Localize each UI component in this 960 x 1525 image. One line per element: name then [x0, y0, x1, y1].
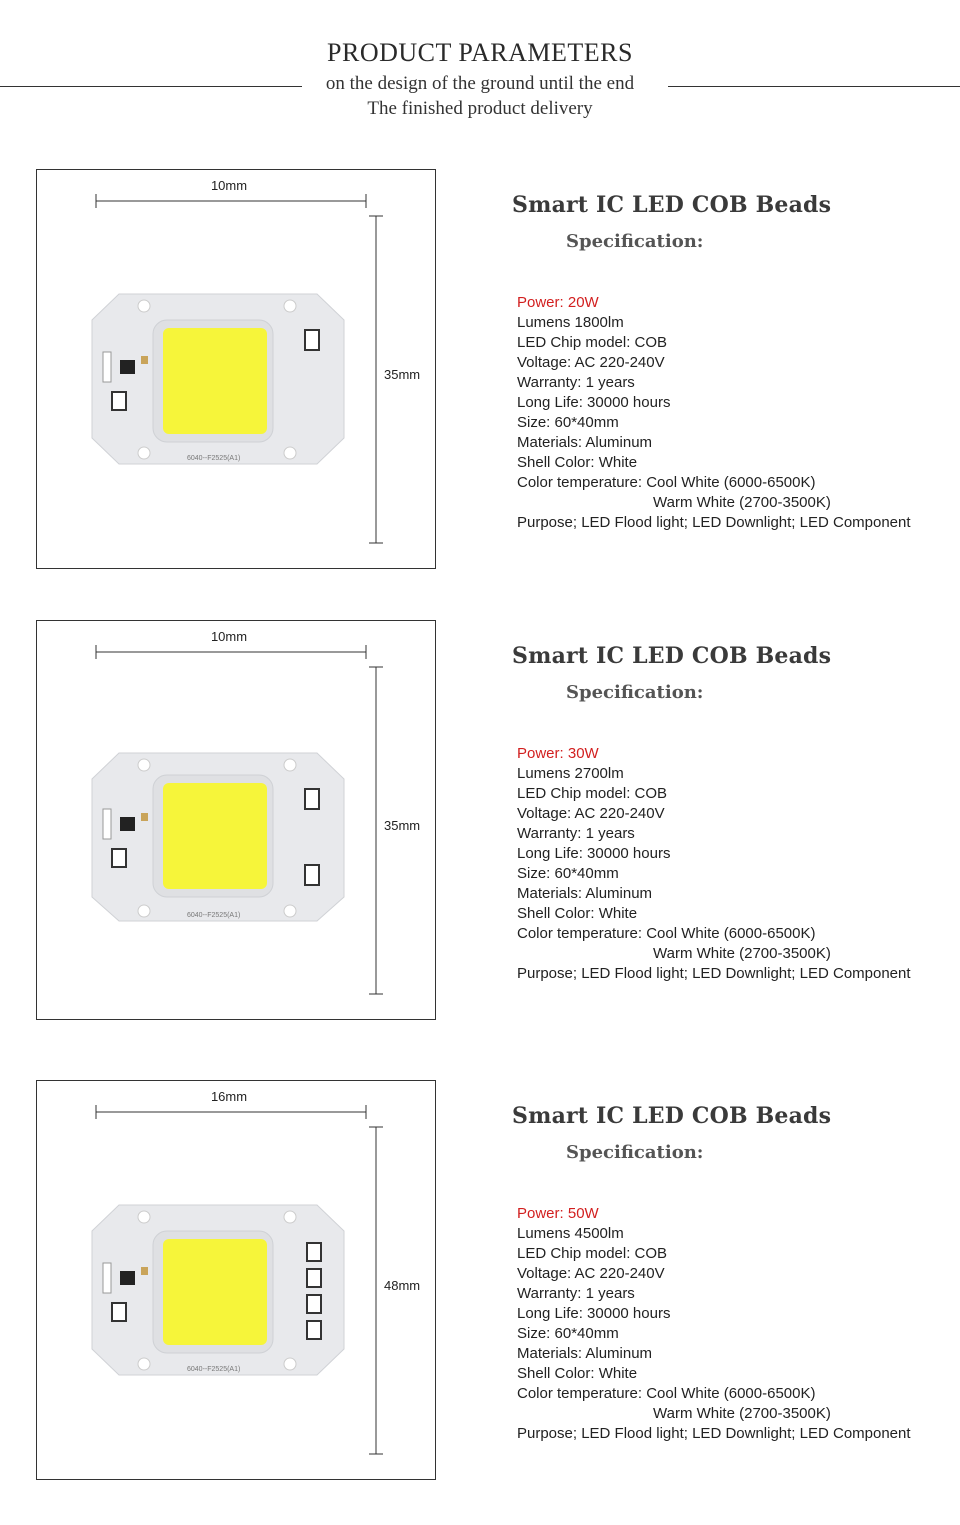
spec-lumens: Lumens 1800lm	[517, 314, 624, 331]
product-section-30w	[0, 620, 960, 1020]
spec-lumens: Lumens 2700lm	[517, 765, 624, 782]
width-dimension-label: 16mm	[210, 1089, 248, 1104]
cob-led-board-image	[37, 170, 437, 570]
spec-life: Long Life: 30000 hours	[517, 1305, 671, 1322]
spec-size: Size: 60*40mm	[517, 414, 619, 431]
spec-voltage: Voltage: AC 220-240V	[517, 354, 665, 371]
spec-power: Power: 50W	[517, 1205, 599, 1222]
width-dimension-label: 10mm	[210, 629, 248, 644]
spec-materials: Materials: Aluminum	[517, 885, 653, 902]
spec-heading: Specification:	[566, 1142, 704, 1163]
product-section-50w	[0, 1080, 960, 1480]
spec-lumens: Lumens 4500lm	[517, 1225, 624, 1242]
product-image-frame	[36, 169, 436, 569]
spec-life: Long Life: 30000 hours	[517, 394, 671, 411]
spec-size: Size: 60*40mm	[517, 1325, 619, 1342]
page-title: PRODUCT PARAMETERS	[327, 38, 633, 67]
spec-heading: Specification:	[566, 682, 704, 703]
spec-power: Power: 20W	[517, 294, 599, 311]
board-print-text: 6040--F2525(A1)	[187, 455, 241, 462]
spec-size: Size: 60*40mm	[517, 865, 619, 882]
cob-led-board-image	[37, 621, 437, 1021]
spec-heading: Specification:	[566, 231, 704, 252]
spec-warranty: Warranty: 1 years	[517, 1285, 635, 1302]
spec-life: Long Life: 30000 hours	[517, 845, 671, 862]
spec-color-temp-warm: Warm White (2700-3500K)	[653, 945, 831, 962]
spec-warranty: Warranty: 1 years	[517, 374, 635, 391]
spec-shell-color: Shell Color: White	[517, 1365, 638, 1382]
spec-list	[517, 1204, 911, 1444]
spec-color-temp: Color temperature: Cool White (6000-6500K)	[517, 474, 816, 491]
product-image-frame	[36, 620, 436, 1020]
divider-right	[668, 86, 960, 87]
spec-purpose: Purpose; LED Flood light; LED Downlight; LED Component	[517, 1425, 911, 1442]
product-title: Smart IC LED COB Beads	[512, 643, 832, 669]
spec-purpose: Purpose; LED Flood light; LED Downlight; LED Component	[517, 965, 911, 982]
page-header	[0, 0, 960, 140]
spec-color-temp-warm: Warm White (2700-3500K)	[653, 494, 831, 511]
height-dimension-label: 48mm	[384, 1278, 421, 1293]
spec-chip-model: LED Chip model: COB	[517, 785, 668, 802]
spec-color-temp: Color temperature: Cool White (6000-6500K)	[517, 1385, 816, 1402]
product-title: Smart IC LED COB Beads	[512, 1103, 832, 1129]
spec-chip-model: LED Chip model: COB	[517, 334, 668, 351]
product-title: Smart IC LED COB Beads	[512, 192, 832, 218]
spec-voltage: Voltage: AC 220-240V	[517, 1265, 665, 1282]
spec-purpose: Purpose; LED Flood light; LED Downlight; LED Component	[517, 514, 911, 531]
spec-list	[517, 744, 911, 984]
spec-chip-model: LED Chip model: COB	[517, 1245, 668, 1262]
product-image-frame	[36, 1080, 436, 1480]
spec-voltage: Voltage: AC 220-240V	[517, 805, 665, 822]
spec-color-temp-warm: Warm White (2700-3500K)	[653, 1405, 831, 1422]
spec-color-temp: Color temperature: Cool White (6000-6500K)	[517, 925, 816, 942]
product-section-20w	[0, 169, 960, 569]
board-print-text: 6040--F2525(A1)	[187, 912, 241, 919]
height-dimension-label: 35mm	[384, 818, 421, 833]
board-print-text: 6040--F2525(A1)	[187, 1366, 241, 1373]
spec-materials: Materials: Aluminum	[517, 434, 653, 451]
spec-power: Power: 30W	[517, 745, 599, 762]
cob-led-board-image	[37, 1081, 437, 1481]
spec-shell-color: Shell Color: White	[517, 454, 638, 471]
spec-list	[517, 293, 911, 533]
page-subtitle-line1: on the design of the ground until the end	[325, 73, 635, 94]
width-dimension-label: 10mm	[210, 178, 248, 193]
spec-materials: Materials: Aluminum	[517, 1345, 653, 1362]
page-subtitle-line2: The finished product delivery	[367, 98, 593, 119]
spec-warranty: Warranty: 1 years	[517, 825, 635, 842]
height-dimension-label: 35mm	[384, 367, 421, 382]
spec-shell-color: Shell Color: White	[517, 905, 638, 922]
